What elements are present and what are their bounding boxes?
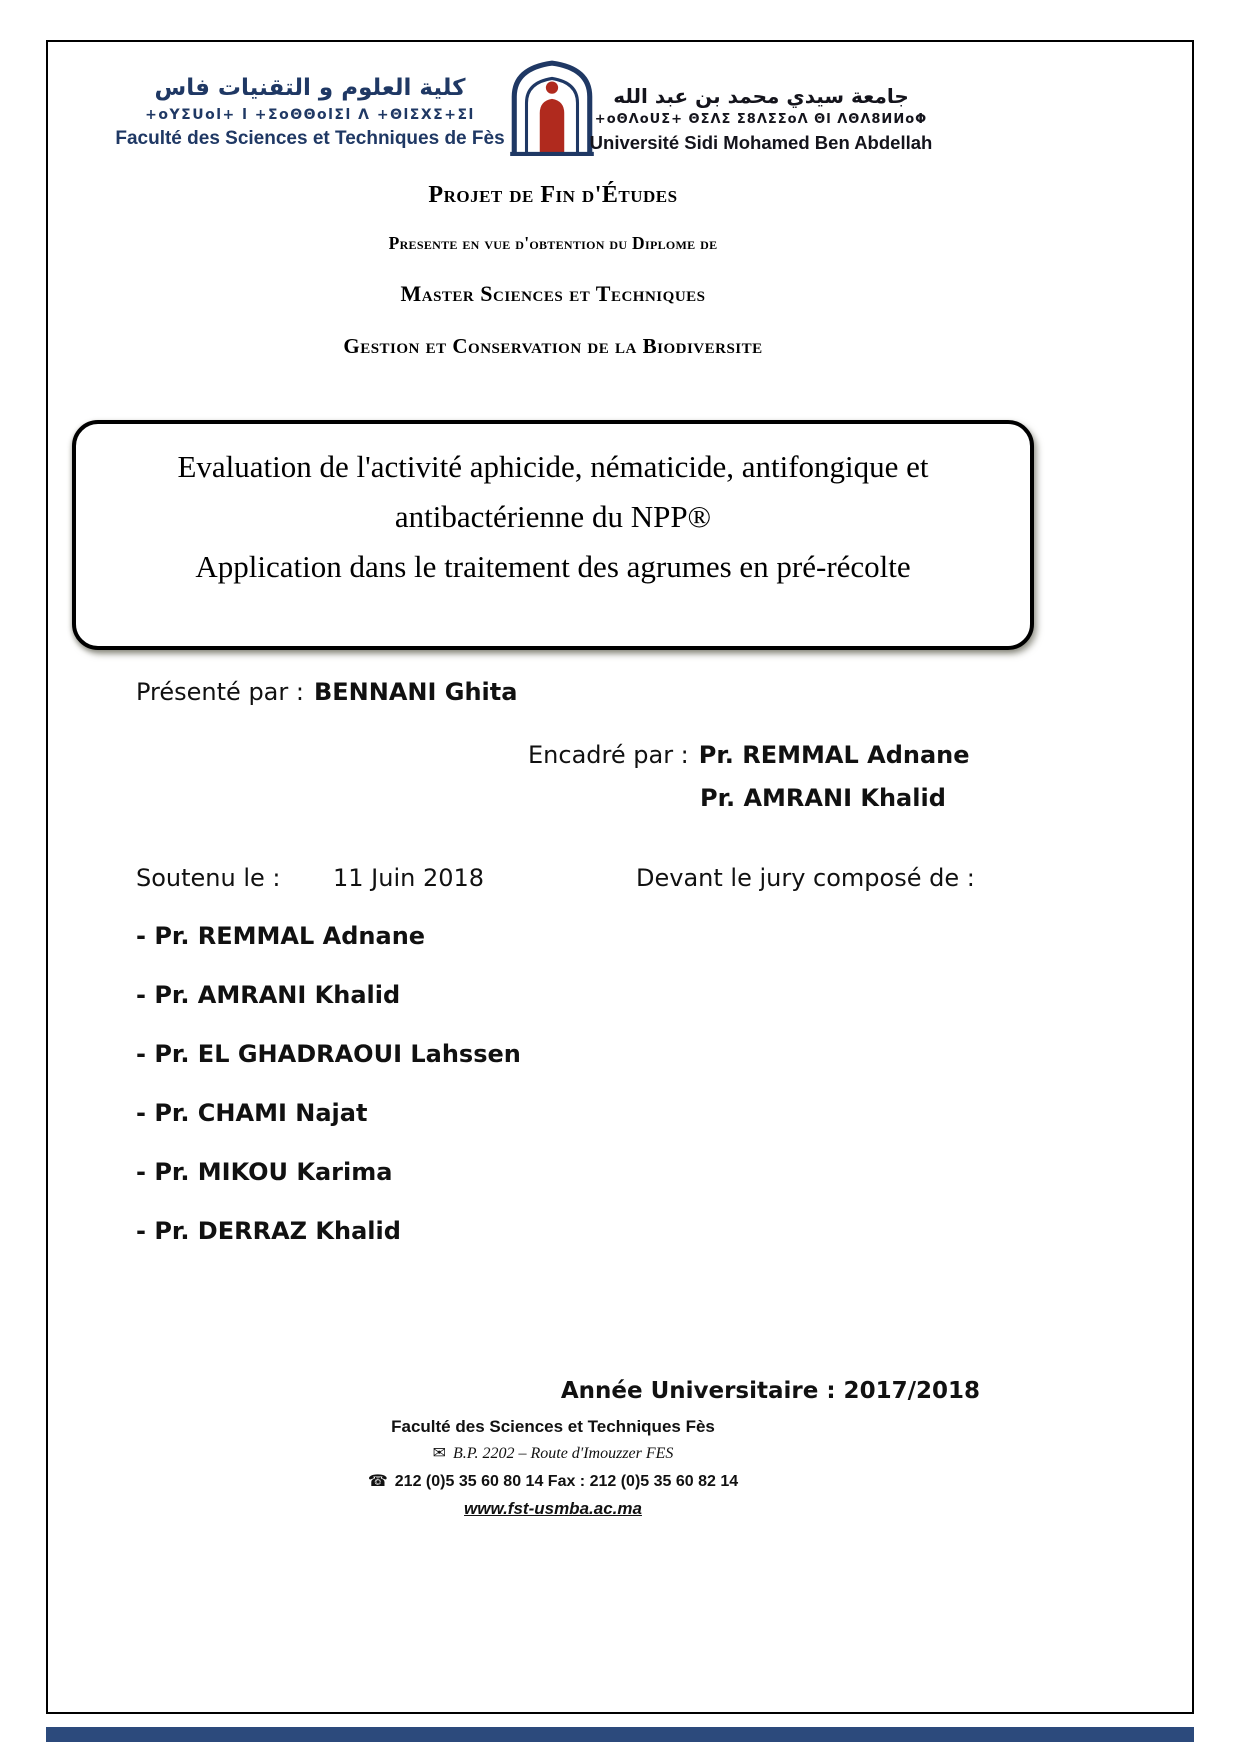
supervisor-1-name: Pr. REMMAL Adnane: [698, 741, 970, 769]
presented-by-line: [136, 678, 517, 706]
author-name: BENNANI Ghita: [313, 678, 518, 706]
jury-intro-label: Devant le jury composé de :: [636, 864, 975, 892]
jury-member: - Pr. REMMAL Adnane: [136, 922, 426, 950]
supervised-by-block: [528, 734, 970, 820]
footer-phone-line: [48, 1467, 1058, 1495]
jury-list: [136, 922, 521, 1276]
presented-by-label: Présenté par :: [136, 678, 304, 706]
defense-date: 11 Juin 2018: [333, 864, 485, 892]
footer-faculty-name: Faculté des Sciences et Techniques Fès: [391, 1417, 715, 1436]
jury-member: - Pr. CHAMI Najat: [136, 1099, 368, 1127]
faculty-header-block: [70, 72, 550, 152]
page-border-frame: [46, 40, 1194, 1714]
defense-date-label: Soutenu le :: [136, 864, 281, 892]
university-name-arabic: جامعة سيدي محمد بن عبد الله: [613, 84, 909, 108]
jury-member: - Pr. EL GHADRAOUI Lahssen: [136, 1040, 521, 1068]
jury-member: - Pr. AMRANI Khalid: [136, 981, 401, 1009]
footer-address: B.P. 2202 – Route d'Imouzzer FES: [452, 1445, 674, 1462]
telephone-icon: ☎: [367, 1471, 388, 1490]
bottom-accent-bar: [46, 1727, 1194, 1742]
document-type-heading: Projet de Fin d'Études: [428, 182, 678, 208]
jury-member: - Pr. MIKOU Karima: [136, 1158, 393, 1186]
faculty-name-french: Faculté des Sciences et Techniques de Fès: [115, 128, 505, 149]
footer-address-line: [48, 1440, 1058, 1467]
jury-member: - Pr. DERRAZ Khalid: [136, 1217, 401, 1245]
thesis-title-line2: antibactérienne du NPP®: [394, 499, 712, 534]
degree-intro-heading: Presente en vue d'obtention du Diplome de: [388, 233, 718, 253]
footer-block: [48, 1414, 1058, 1522]
degree-name-heading: Master Sciences et Techniques: [400, 281, 706, 306]
faculty-name-arabic: كلية العلوم و التقنيات فاس: [154, 75, 466, 101]
thesis-title-line1: Evaluation de l'activité aphicide, nématicide, antifongique et: [177, 449, 929, 484]
university-name-french: Université Sidi Mohamed Ben Abdellah: [589, 132, 933, 153]
faculty-name-tifinagh: +oYΣUol+ l +ΣoΘΘolΣl Λ +ΘlΣXΣ+Σl: [145, 107, 475, 123]
program-name-heading: Gestion et Conservation de la Biodiversite: [343, 334, 763, 358]
supervisor-2-name: Pr. AMRANI Khalid: [700, 784, 946, 812]
thesis-title-box: [72, 420, 1034, 650]
defense-row: [48, 864, 1058, 898]
university-header-block: [576, 82, 946, 156]
academic-year: Année Universitaire : 2017/2018: [560, 1378, 980, 1404]
footer-website-link[interactable]: www.fst-usmba.ac.ma: [464, 1499, 642, 1518]
footer-phone: 212 (0)5 35 60 80 14 Fax : 212 (0)5 35 60 82 14: [394, 1473, 739, 1490]
envelope-icon: ✉: [432, 1443, 446, 1462]
university-name-tifinagh: +oΘΛoUΣ+ ΘΣΛΣ Σ8ΛΣΣoΛ Θl ΛΘΛ8ИИoΦ: [594, 112, 928, 127]
supervised-by-line2: [700, 777, 970, 820]
supervised-by-label: Encadré par :: [528, 741, 689, 769]
thesis-title-line3: Application dans le traitement des agrumes en pré-récolte: [195, 549, 911, 584]
supervised-by-line1: [528, 734, 970, 777]
